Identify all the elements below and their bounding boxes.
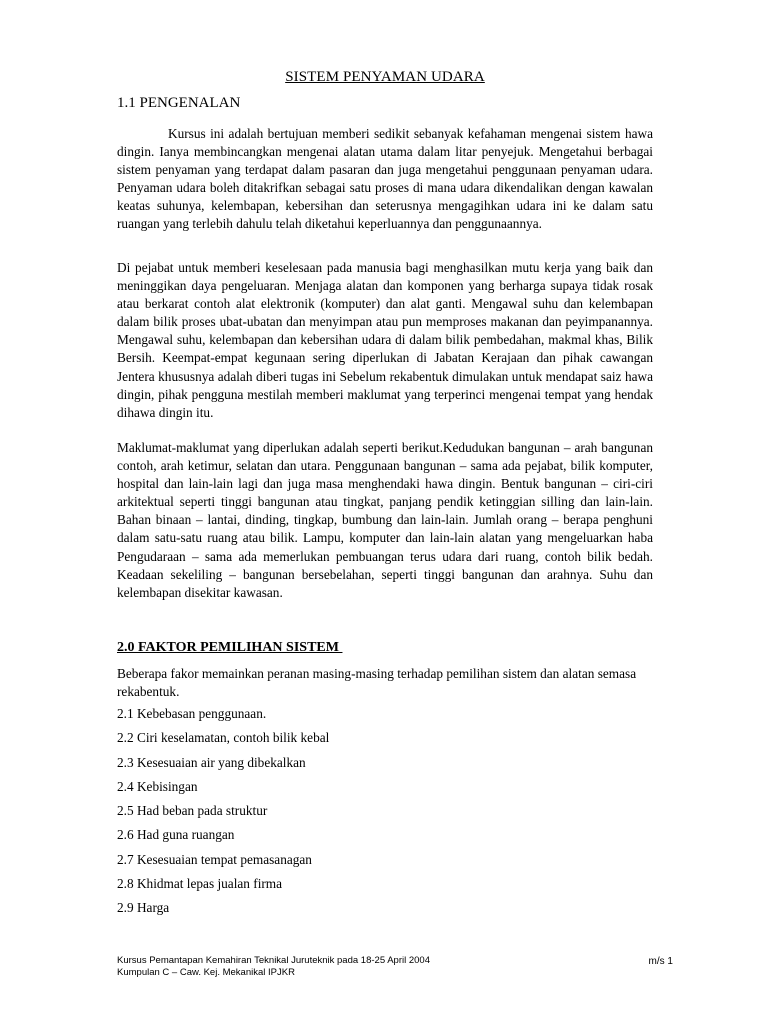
- list-item: 2.1 Kebebasan penggunaan.: [117, 706, 267, 721]
- document-title: SISTEM PENYAMAN UDARA: [285, 69, 485, 85]
- paragraph-intro: Kursus ini adalah bertujuan memberi sedikit sebanyak kefahaman mengenai sistem hawa dingin. Ianya membincangkan mengenai alatan utama dalam litar penyejuk. Mengetahui berbagai sistem penyaman yang terdapat dalam pasaran dan juga mengetahui penggunaan penyaman udara. Penyaman udara boleh ditakrifkan sebagai satu proses di mana udara dikendalikan dengan kawalan keatas suhunya, kelembapan, kebersihan dan seterusnya mengagihkan udara ini ke dalam satu ruangan yang terlebih dahulu telah diketahui keperluannya dan penggunaannya.: [117, 126, 653, 232]
- footer-course-info: Kursus Pemantapan Kemahiran Teknikal Juruteknik pada 18-25 April 2004: [117, 955, 430, 966]
- page-number: m/s 1: [648, 956, 673, 967]
- list-item: 2.8 Khidmat lepas jualan firma: [117, 876, 283, 892]
- section-heading-pengenalan: 1.1 PENGENALAN: [117, 95, 241, 111]
- list-item: 2.9 Harga: [117, 900, 170, 916]
- page-footer: [117, 955, 673, 979]
- footer-group-info: Kumpulan C – Caw. Kej. Mekanikal IPJKR: [117, 967, 295, 978]
- paragraph-information-required: Maklumat-maklumat yang diperlukan adalah seperti berikut.Kedudukan bangunan – arah bangunan contoh, arah ketimur, selatan dan utara. Penggunaan bangunan – sama ada pejabat, bilik komputer, hospital dan lain-lain lagi dan juga masa menghendaki hawa dingin. Bentuk bangunan – ciri-ciri arkitektual seperti tinggi bangunan atau tingkat, panjang pendik ketinggian silling dan lain-lain. Bahan binaan – lantai, dinding, tingkap, bumbung dan lain-lain. Jumlah orang – berapa penghuni dalam satu-satu ruang atau bilik. Lampu, komputer dan lain-lain alatan yang mengeluarkan haba Pengudaraan – sama ada memerlukan pembuangan terus udara dari ruang, contoh bilik bedah. Keadaan sekeliling – bangunan bersebelahan, seperti tinggi bangunan dan arahnya. Suhu dan kelembapan disekitar kawasan.: [117, 440, 653, 600]
- list-item: 2.7 Kesesuaian tempat pemasanagan: [117, 851, 312, 867]
- list-item: 2.2 Ciri keselamatan, contoh bilik kebal: [117, 730, 330, 746]
- paragraph-factors-intro: Beberapa fakor memainkan peranan masing-masing terhadap pemilihan sistem dan alatan semasa rekabentuk.: [117, 666, 637, 700]
- list-item: 2.5 Had beban pada struktur: [117, 803, 268, 819]
- list-item: 2.4 Kebisingan: [117, 778, 198, 794]
- factor-list: [117, 705, 329, 924]
- section-heading-faktor-pemilihan: 2.0 FAKTOR PEMILIHAN SISTEM: [117, 640, 343, 655]
- paragraph-usage: Di pejabat untuk memberi keselesaan pada manusia bagi menghasilkan mutu kerja yang baik dan meninggikan daya pengeluaran. Menjaga alatan dan komponen yang berharga supaya tidak rosak atau berkarat contoh alat elektronik (komputer) dan alat ganti. Mengawal suhu dan kelembapan dalam bilik proses ubat-ubatan dan menyimpan atau pun memproses makanan dan peyimpanannya. Mengawal suhu, kelembapan dan kebersihan udara di dalam bilik pembedahan, makmal khas, Bilik Bersih. Keempat-empat kegunaan sering diperlukan di Jabatan Kerajaan dan pihak cawangan Jentera khususnya adalah diberi tugas ini Sebelum rekabentuk dimulakan untuk mendapat saiz hawa dingin, pihak pengguna mestilah memberi maklumat yang terperinci mengenai tempat yang hendak dihawa dingin itu.: [117, 260, 653, 420]
- list-item: 2.6 Had guna ruangan: [117, 827, 235, 843]
- document-page: [117, 0, 653, 1024]
- list-item: 2.3 Kesesuaian air yang dibekalkan: [117, 754, 306, 770]
